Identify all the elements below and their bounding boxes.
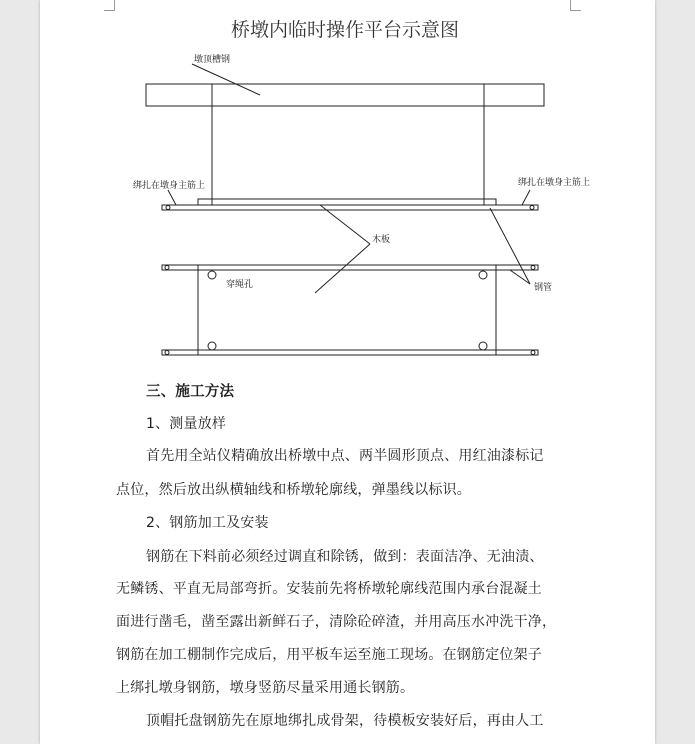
label-left-tie: 绑扎在墩身主筋上 xyxy=(133,181,206,191)
subheading: 1、测量放样 xyxy=(146,416,227,432)
paragraph-line: 钢筋在下料前必须经过调直和除锈，做到：表面洁净、无油渍、 xyxy=(146,549,544,565)
paragraph-line: 顶帽托盘钢筋先在原地绑扎成骨架，待模板安装好后，再由人工 xyxy=(146,713,544,729)
leader-line xyxy=(168,190,176,205)
pipe-end xyxy=(166,206,170,210)
leader-line xyxy=(192,64,260,95)
label-steel-pipe: 钢管 xyxy=(534,283,553,293)
paragraph-line: 钢筋在加工棚制作完成后，用平板车运至施工现场。在钢筋定位架子 xyxy=(116,647,542,663)
document-page xyxy=(40,0,655,744)
rope-hole xyxy=(208,271,216,279)
paragraph-line: 首先用全站仪精确放出桥墩中点、两半圆形顶点、用红油漆标记 xyxy=(146,448,544,464)
subheading: 2、钢筋加工及安装 xyxy=(146,515,269,531)
leader-line xyxy=(320,205,370,244)
section-heading: 三、施工方法 xyxy=(146,384,235,400)
diagram-title: 桥墩内临时操作平台示意图 xyxy=(230,19,460,41)
paragraph-line: 上绑扎墩身钢筋，墩身竖筋尽量采用通长钢筋。 xyxy=(116,680,415,696)
label-right-tie: 绑扎在墩身主筋上 xyxy=(518,178,591,188)
plan-pipe-top xyxy=(162,265,538,270)
pipe-end xyxy=(165,266,169,270)
pipe-end xyxy=(531,351,535,355)
leader-line xyxy=(510,270,530,284)
paragraph-line: 点位，然后放出纵横轴线和桥墩轮廓线，弹墨线以标识。 xyxy=(116,482,471,498)
paragraph-line: 面进行凿毛，凿至露出新鲜石子，清除砼碎渣，并用高压水冲洗干净， xyxy=(116,614,557,630)
label-wood-board: 木板 xyxy=(372,235,391,245)
pipe-end xyxy=(165,351,169,355)
plan-board xyxy=(198,265,496,355)
leader-line xyxy=(522,190,530,205)
paragraph-line: 无鳞锈、平直无局部弯折。安装前先将桥墩轮廓线范围内承台混凝土 xyxy=(116,581,542,597)
label-rope-hole: 穿绳孔 xyxy=(226,280,254,290)
rope-hole xyxy=(208,342,216,350)
plan-pipe-bottom xyxy=(162,350,538,355)
side-platform-pipe xyxy=(162,205,538,210)
rope-hole xyxy=(479,342,487,350)
rope-hole xyxy=(479,271,487,279)
pipe-end xyxy=(531,266,535,270)
platform-diagram xyxy=(40,0,655,372)
label-top-beam: 墩顶槽钢 xyxy=(194,55,231,65)
leader-line xyxy=(315,244,370,293)
pipe-end xyxy=(530,206,534,210)
side-platform-board xyxy=(198,199,496,205)
